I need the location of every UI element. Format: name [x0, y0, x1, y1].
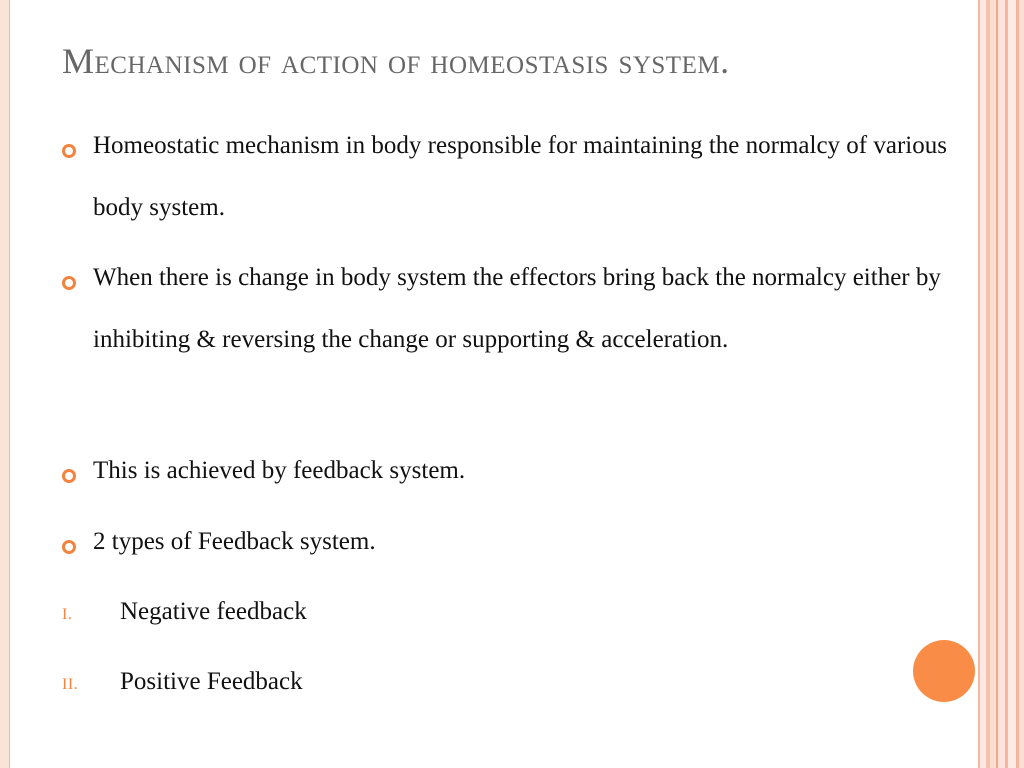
slide-title: Mechanism of action of homeostasis system. [62, 41, 730, 81]
sub-list-text: Negative feedback [120, 598, 307, 625]
roman-numeral-marker: II. [62, 676, 79, 693]
bullet-text: When there is change in body system the effectors bring back the normalcy either by inhibiting & reversing the change or supporting & acceleration. [93, 264, 941, 353]
bullet-text: This is achieved by feedback system. [93, 457, 466, 484]
bullet-circle-icon [62, 540, 76, 554]
orange-circle-decoration [913, 640, 975, 702]
bullet-circle-icon [62, 469, 76, 483]
bullet-circle-icon [62, 144, 76, 158]
bullet-text: Homeostatic mechanism in body responsible for maintaining the normalcy of various body system. [93, 132, 947, 221]
roman-numeral-marker: I. [62, 606, 73, 623]
bullet-text: 2 types of Feedback system. [93, 528, 376, 555]
sub-list-text: Positive Feedback [120, 668, 303, 695]
bullet-circle-icon [62, 276, 76, 290]
